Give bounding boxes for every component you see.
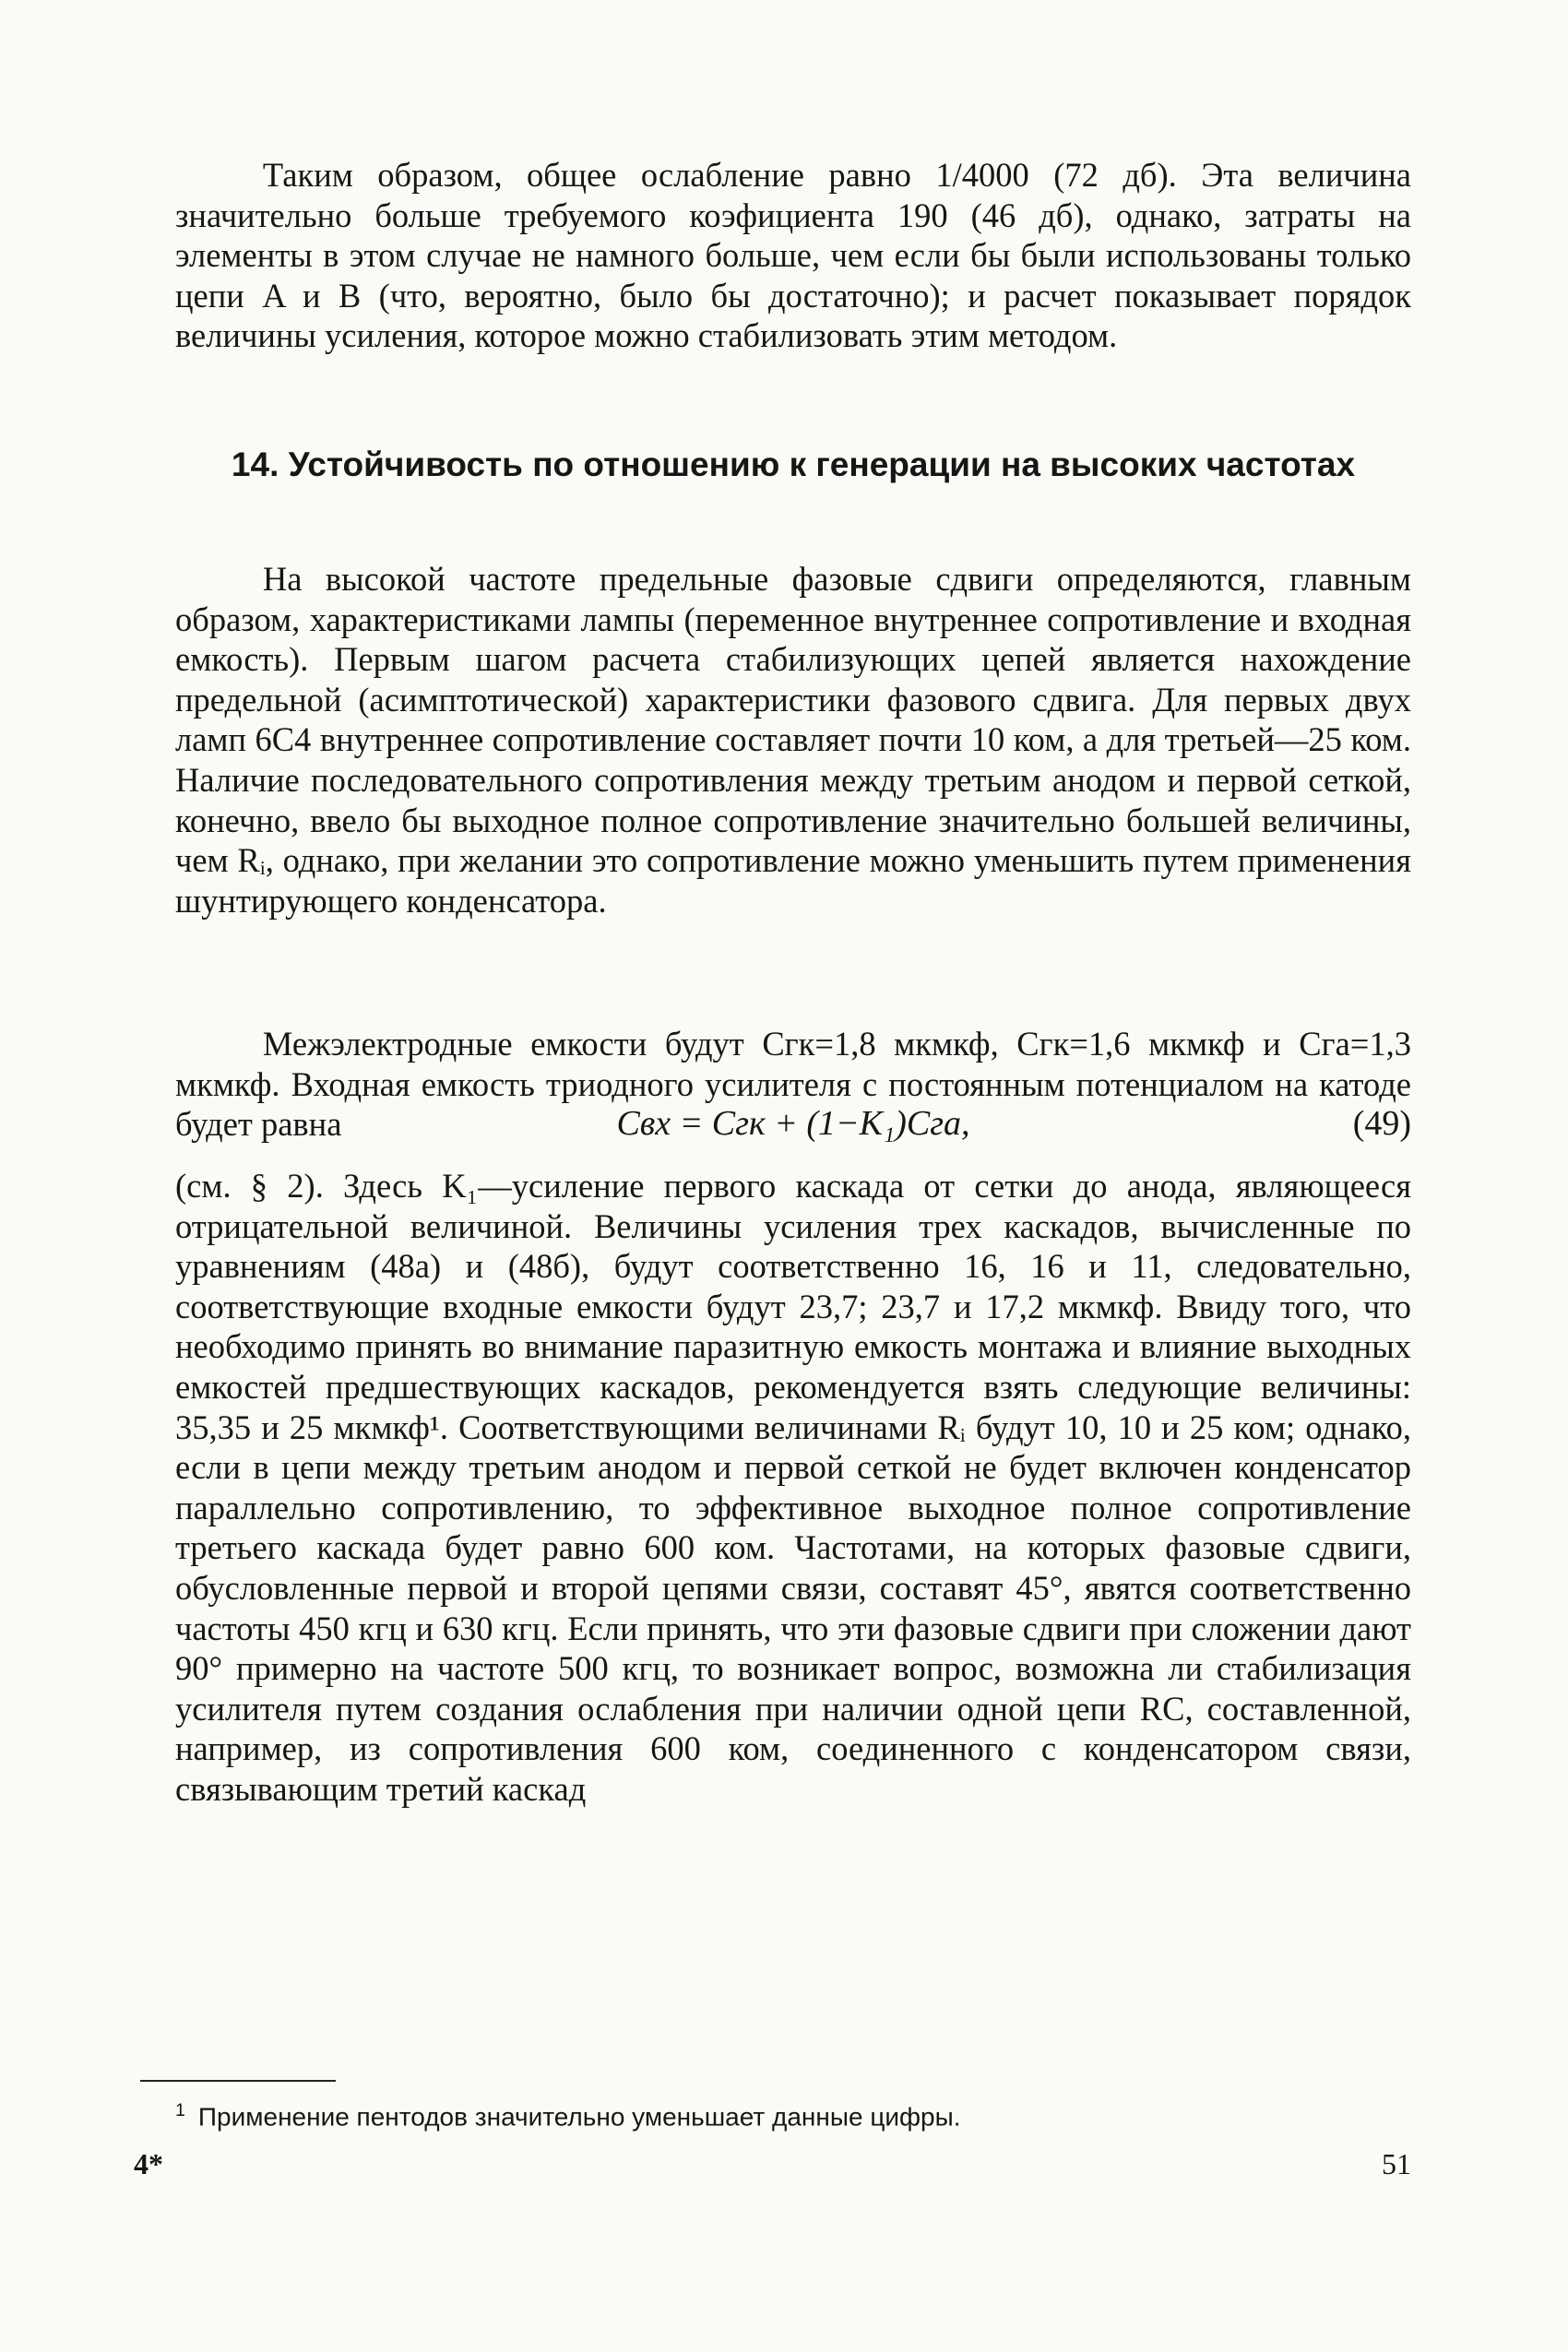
footnote (175, 2094, 1374, 2133)
equation-49 (175, 1103, 1411, 1155)
paragraph-intro (175, 155, 1411, 356)
paragraph-4-text: (см. § 2). Здесь K₁—усиление первого каскада от сетки до анода, являющееся отрицательной величиной. Величины усиления трех каскадов, вычисленные по уравнениям (48а) и (48б), будут соответственно 16, 16 и 11, следовательно, соответствующие входные емкости будут 23,7; 23,7 и 17,2 мкмкф. Ввиду того, что необходимо принять во внимание паразитную емкость монтажа и влияние выходных емкостей предшествующих каскадов, рекомендуется взять следующие величины: 35,35 и 25 мкмкф¹. Соответствующими величинами Rᵢ будут 10, 10 и 25 ком; однако, если в цепи между третьим анодом и первой сеткой не будет включен конденсатор параллельно сопротивлению, то эффективное выходное полное сопротивление третьего каскада будет равно 600 ком. Частотами, на которых фазовые сдвиги, обусловленные первой и второй цепями связи, составят 45°, явятся соответственно частоты 450 кгц и 630 кгц. Если принять, что эти фазовые сдвиги при сложении дают 90° примерно на частоте 500 кгц, то возникает вопрос, возможна ли стабилизация усилителя путем создания ослабления при наличии одной цепи RC, составленной, например, из сопротивления 600 ком, соединенного с конденсатором связи, связывающим третий каскад (175, 1167, 1411, 1808)
footnote-text: Применение пентодов значительно уменьшает данные цифры. (197, 2102, 961, 2132)
equation-expression: Cвх = Cгк + (1−K₁)Cга, (616, 1104, 970, 1143)
footnote-rule (140, 2080, 336, 2082)
paragraph-1-text: Таким образом, общее ослабление равно 1/4000 (72 дб). Эта величина значительно больше требуемого коэфициента 190 (46 дб), однако, затраты на элементы в этом случае не намного больше, чем если бы были использованы только цепи A и B (что, вероятно, было бы достаточно); и расчет показывает порядок величины усиления, которое можно стабилизовать этим методом. (175, 156, 1411, 355)
footnote-marker: 1 (175, 2100, 185, 2120)
paragraph-high-frequency (175, 559, 1411, 921)
page-number: 51 (1382, 2147, 1411, 2180)
paragraph-gains (175, 1166, 1411, 1810)
paragraph-3-text: Межэлектродные емкости будут Cгк=1,8 мкмкф, Cгк=1,6 мкмкф и Cга=1,3 мкмкф. Входная емкость триодного усилителя с постоянным потенциалом на катоде будет равна (175, 1025, 1411, 1144)
equation-number: (49) (1352, 1104, 1411, 1143)
paragraph-2-text: На высокой частоте предельные фазовые сдвиги определяются, главным образом, характеристиками лампы (переменное внутреннее сопротивление и входная емкость). Первым шагом расчета стабилизующих цепей является нахождение предельной (асимптотической) характеристики фазового сдвига. Для первых двух ламп 6С4 внутреннее сопротивление составляет почти 10 ком, а для третьей—25 ком. Наличие последовательного сопротивления между третьим анодом и первой сеткой, конечно, ввело бы выходное полное сопротивление значительно большей величины, чем Rᵢ, однако, при желании это сопротивление можно уменьшить путем применения шунтирующего конденсатора. (175, 560, 1411, 920)
section-heading: 14. Устойчивость по отношению к генерации на высоких частотах (231, 445, 1356, 483)
signature-mark: 4* (134, 2147, 163, 2180)
